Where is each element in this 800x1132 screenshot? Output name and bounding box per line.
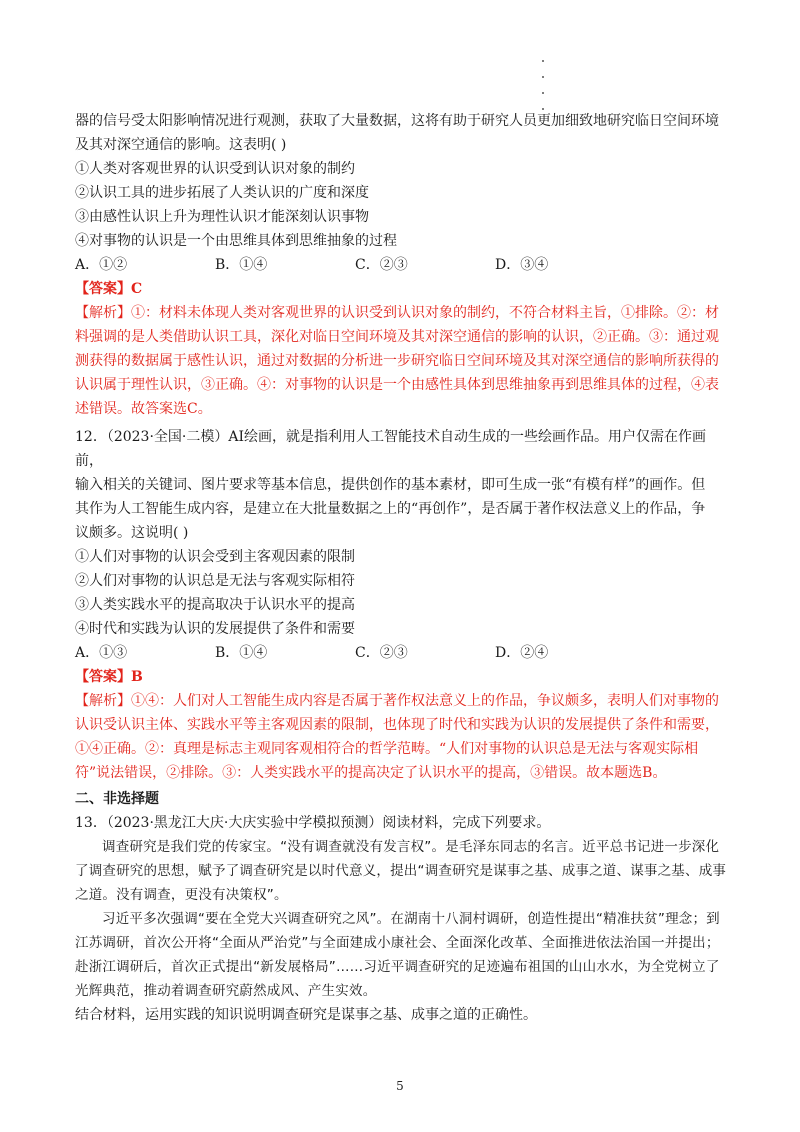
q12-option-a: A．①③ bbox=[75, 645, 128, 661]
q11-options bbox=[75, 253, 730, 277]
q11-statement: ③由感性认识上升为理性认识才能深刻认识事物 bbox=[75, 209, 369, 225]
q12-analysis-line: 认识受认识主体、实践水平等主客观因素的限制，也体现了时代和实践为认识的发展提供了条件和需要， bbox=[75, 717, 719, 733]
q11-analysis-line: 【解析】①：材料未体现人类对客观世界的认识受到认识对象的制约，不符合材料主旨，①排除。②：材 bbox=[75, 305, 719, 321]
q12-analysis-line: 符”说法错误，②排除。③：人类实践水平的提高决定了认识水平的提高，③错误。故本题选B。 bbox=[75, 765, 667, 781]
q12-answer: 【答案】B bbox=[75, 669, 143, 685]
q11-analysis-line: 述错误。故答案选C。 bbox=[75, 401, 212, 417]
q13-material-paragraph: 习近平多次强调“要在全党大兴调查研究之风”。在湖南十八洞村调研，创造性提出“精准扶贫”理念；到江苏调研，首次公开将“全面从严治党”与全面建成小康社会、全面深化改革、全面推进依法治国一并提出；赴浙江调研后，首次正式提出“新发展格局”……习近平调查研究的足迹遍布祖国的山山水水，为全党树立了光辉典范，推动着调查研究蔚然成风、产生实效。 bbox=[75, 911, 720, 999]
q13-material-paragraph: 调查研究是我们党的传家宝。“没有调查就没有发言权”。是毛泽东同志的名言。近平总书记进一步深化了调查研究的思想，赋予了调查研究是以时代意义，提出“调查研究是谋事之基、成事之道、谋事之基、成事之道。没有调查，更没有决策权”。 bbox=[75, 839, 727, 903]
q11-analysis-line: 测获得的数据属于感性认识，通过对数据的分析进一步研究临日空间环境及其对深空通信的影响所获得的 bbox=[75, 353, 719, 369]
q11-option-d: D．③④ bbox=[495, 257, 549, 273]
q11-option-c: C．②③ bbox=[355, 257, 408, 273]
q11-statement: ②认识工具的进步拓展了人类认识的广度和深度 bbox=[75, 185, 369, 201]
q11-statement: ①人类对客观世界的认识受到认识对象的制约 bbox=[75, 161, 355, 177]
q13-requirement: 结合材料，运用实践的知识说明调查研究是谋事之基、成事之道的正确性。 bbox=[75, 1007, 537, 1023]
q11-option-a: A．①② bbox=[75, 257, 128, 273]
q11-analysis-line: 料强调的是人类借助认识工具，深化对临日空间环境及其对深空通信的影响的认识，②正确。③：通过观 bbox=[75, 329, 719, 345]
q11-option-b: B．①④ bbox=[215, 257, 268, 273]
q12-statement: ①人们对事物的认识会受到主客观因素的限制 bbox=[75, 549, 355, 565]
q11-stem-line: 及其对深空通信的影响。这表明( ) bbox=[75, 137, 287, 153]
q11-statement: ④对事物的认识是一个由思维具体到思维抽象的过程 bbox=[75, 233, 397, 249]
section-title: 二、非选择题 bbox=[75, 791, 159, 807]
q12-statement: ③人类实践水平的提高取决于认识水平的提高 bbox=[75, 597, 355, 613]
q12-statement: ④时代和实践为认识的发展提供了条件和需要 bbox=[75, 621, 355, 637]
q12-statement: ②人们对事物的认识总是无法与客观实际相符 bbox=[75, 573, 355, 589]
q11-answer: 【答案】C bbox=[75, 281, 143, 297]
q12-stem-line: 12．（2023·全国·二模）AI绘画，就是指利用人工智能技术自动生成的一些绘画作品。用户仅需在作画前， bbox=[75, 429, 706, 469]
q12-option-b: B．①④ bbox=[215, 645, 268, 661]
q12-analysis-line: ①④正确。②：真理是标志主观同客观相符合的哲学范畴。“人们对事物的认识总是无法与客观实际相 bbox=[75, 741, 699, 757]
q13-stem: 13．（2023·黑龙江大庆·大庆实验中学模拟预测）阅读材料，完成下列要求。 bbox=[75, 815, 551, 831]
q12-analysis-line: 【解析】①④：人们对人工智能生成内容是否属于著作权法意义上的作品，争议颇多，表明人们对事物的 bbox=[75, 693, 719, 709]
q12-stem-line: 输入相关的关键词、图片要求等基本信息，提供创作的基本素材，即可生成一张“有模有样”的画作。但 bbox=[75, 477, 706, 493]
q12-stem-line: 议颇多。这说明( ) bbox=[75, 525, 189, 541]
q11-analysis-line: 认识属于理性认识，③正确。④：对事物的认识是一个由感性具体到思维抽象再到思维具体的过程，④表 bbox=[75, 377, 719, 393]
q12-option-d: D．②④ bbox=[495, 645, 549, 661]
q12-option-c: C．②③ bbox=[355, 645, 408, 661]
page-number: 5 bbox=[396, 1079, 404, 1093]
page-content bbox=[75, 109, 730, 1027]
q12-options bbox=[75, 641, 730, 665]
q12-stem-line: 其作为人工智能生成内容，是建立在大批量数据之上的“再创作”，是否属于著作权法意义上的作品，争 bbox=[75, 501, 706, 517]
q11-stem-line: 器的信号受太阳影响情况进行观测，获取了大量数据，这将有助于研究人员更加细致地研究临日空间环境 bbox=[75, 113, 719, 129]
